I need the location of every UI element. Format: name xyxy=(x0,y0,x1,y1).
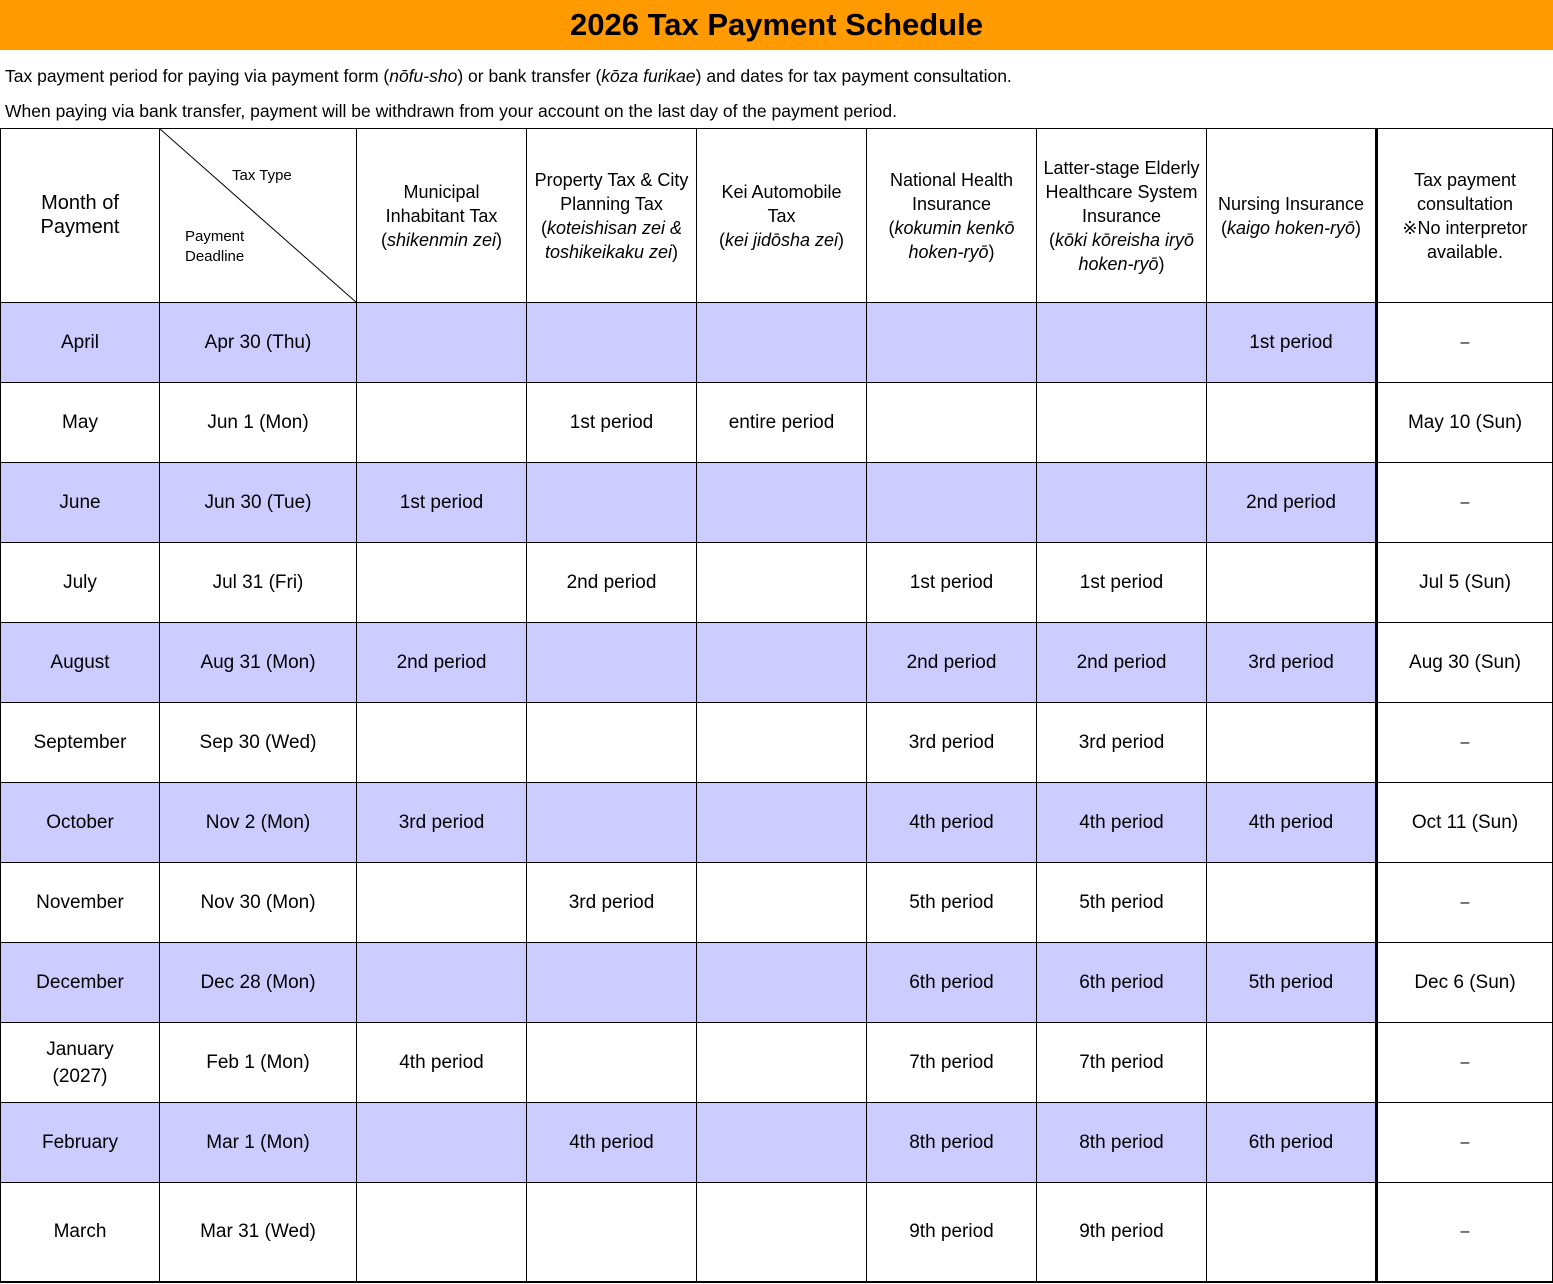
cell-property xyxy=(527,303,697,383)
cell-month: July xyxy=(1,543,160,623)
cell-municipal: 1st period xyxy=(357,463,527,543)
cell-month: November xyxy=(1,863,160,943)
cell-elderly: 2nd period xyxy=(1037,623,1207,703)
cell-nhi: 3rd period xyxy=(867,703,1037,783)
cell-elderly: 1st period xyxy=(1037,543,1207,623)
cell-nursing: 5th period xyxy=(1207,943,1377,1023)
cell-property xyxy=(527,703,697,783)
cell-kei xyxy=(697,863,867,943)
cell-consult: Dec 6 (Sun) xyxy=(1377,943,1553,1023)
cell-nursing xyxy=(1207,1023,1377,1103)
header-nhi: National Health Insurance (kokumin kenkō hoken-ryō) xyxy=(867,129,1037,303)
header-nursing: Nursing Insurance (kaigo hoken-ryō) xyxy=(1207,129,1377,303)
cell-nhi: 2nd period xyxy=(867,623,1037,703)
cell-nhi xyxy=(867,303,1037,383)
cell-kei xyxy=(697,623,867,703)
cell-consult: Aug 30 (Sun) xyxy=(1377,623,1553,703)
table-row xyxy=(1,383,1553,463)
cell-nursing xyxy=(1207,543,1377,623)
intro-line-1: Tax payment period for paying via payment form (nōfu-sho) or bank transfer (kōza furikae) and dates for tax payment consultation. xyxy=(5,66,1012,86)
cell-property: 1st period xyxy=(527,383,697,463)
cell-deadline: Aug 31 (Mon) xyxy=(160,623,357,703)
cell-consult: Jul 5 (Sun) xyxy=(1377,543,1553,623)
cell-nhi xyxy=(867,383,1037,463)
cell-nursing: 6th period xyxy=(1207,1103,1377,1183)
cell-nursing: 4th period xyxy=(1207,783,1377,863)
cell-kei xyxy=(697,1183,867,1282)
header-municipal: Municipal Inhabitant Tax (shikenmin zei) xyxy=(357,129,527,303)
cell-nursing xyxy=(1207,383,1377,463)
cell-deadline: Feb 1 (Mon) xyxy=(160,1023,357,1103)
cell-month: January (2027) xyxy=(1,1023,160,1103)
cell-property: 2nd period xyxy=(527,543,697,623)
cell-month: December xyxy=(1,943,160,1023)
cell-property xyxy=(527,623,697,703)
cell-kei xyxy=(697,703,867,783)
cell-municipal xyxy=(357,383,527,463)
cell-municipal: 2nd period xyxy=(357,623,527,703)
cell-nhi: 1st period xyxy=(867,543,1037,623)
cell-municipal xyxy=(357,863,527,943)
cell-deadline: Dec 28 (Mon) xyxy=(160,943,357,1023)
cell-consult: – xyxy=(1377,463,1553,543)
table-row xyxy=(1,1183,1553,1282)
cell-nursing xyxy=(1207,1183,1377,1282)
cell-consult: May 10 (Sun) xyxy=(1377,383,1553,463)
header-tax-type: Tax Type xyxy=(232,167,292,184)
cell-deadline: Sep 30 (Wed) xyxy=(160,703,357,783)
cell-kei xyxy=(697,943,867,1023)
header-property: Property Tax & City Planning Tax (koteishisan zei & toshikeikaku zei) xyxy=(527,129,697,303)
cell-month: March xyxy=(1,1183,160,1282)
cell-month: April xyxy=(1,303,160,383)
table-row xyxy=(1,623,1553,703)
cell-month: August xyxy=(1,623,160,703)
page-title: 2026 Tax Payment Schedule xyxy=(0,0,1553,50)
cell-deadline: Mar 1 (Mon) xyxy=(160,1103,357,1183)
cell-elderly: 3rd period xyxy=(1037,703,1207,783)
cell-elderly xyxy=(1037,303,1207,383)
cell-nursing: 3rd period xyxy=(1207,623,1377,703)
cell-municipal xyxy=(357,1183,527,1282)
cell-elderly: 6th period xyxy=(1037,943,1207,1023)
cell-elderly xyxy=(1037,463,1207,543)
cell-municipal xyxy=(357,943,527,1023)
cell-property xyxy=(527,783,697,863)
cell-deadline: Jun 30 (Tue) xyxy=(160,463,357,543)
cell-consult: – xyxy=(1377,303,1553,383)
cell-nhi: 4th period xyxy=(867,783,1037,863)
cell-municipal xyxy=(357,1103,527,1183)
tax-schedule-table xyxy=(0,128,1553,1283)
cell-property: 3rd period xyxy=(527,863,697,943)
header-payment-deadline: Payment Deadline xyxy=(185,228,245,265)
cell-month: June xyxy=(1,463,160,543)
cell-consult: – xyxy=(1377,1103,1553,1183)
table-row xyxy=(1,543,1553,623)
table-row xyxy=(1,783,1553,863)
table-row xyxy=(1,943,1553,1023)
cell-nursing xyxy=(1207,703,1377,783)
cell-deadline: Apr 30 (Thu) xyxy=(160,303,357,383)
cell-nhi: 7th period xyxy=(867,1023,1037,1103)
cell-nursing: 2nd period xyxy=(1207,463,1377,543)
cell-nhi xyxy=(867,463,1037,543)
intro-line-2: When paying via bank transfer, payment will be withdrawn from your account on the last day of the payment period. xyxy=(5,101,898,121)
cell-elderly: 9th period xyxy=(1037,1183,1207,1282)
cell-month: October xyxy=(1,783,160,863)
header-consultation: Tax payment consultation ※No interpretor available. xyxy=(1377,129,1553,303)
cell-nhi: 5th period xyxy=(867,863,1037,943)
cell-kei: entire period xyxy=(697,383,867,463)
cell-kei xyxy=(697,783,867,863)
cell-consult: Oct 11 (Sun) xyxy=(1377,783,1553,863)
cell-municipal xyxy=(357,303,527,383)
cell-kei xyxy=(697,543,867,623)
cell-deadline: Nov 30 (Mon) xyxy=(160,863,357,943)
table-row xyxy=(1,1023,1553,1103)
cell-municipal xyxy=(357,703,527,783)
cell-deadline: Nov 2 (Mon) xyxy=(160,783,357,863)
cell-elderly: 4th period xyxy=(1037,783,1207,863)
cell-deadline: Jun 1 (Mon) xyxy=(160,383,357,463)
diagonal-line xyxy=(160,129,357,303)
cell-month: February xyxy=(1,1103,160,1183)
header-elderly: Latter-stage Elderly Healthcare System Insurance (kōki kōreisha iryō hoken-ryō) xyxy=(1037,129,1207,303)
cell-elderly: 7th period xyxy=(1037,1023,1207,1103)
cell-municipal: 4th period xyxy=(357,1023,527,1103)
cell-property xyxy=(527,1183,697,1282)
cell-property: 4th period xyxy=(527,1103,697,1183)
cell-municipal xyxy=(357,543,527,623)
cell-nursing: 1st period xyxy=(1207,303,1377,383)
cell-kei xyxy=(697,303,867,383)
table-row xyxy=(1,703,1553,783)
table-row xyxy=(1,863,1553,943)
cell-deadline: Jul 31 (Fri) xyxy=(160,543,357,623)
cell-kei xyxy=(697,1023,867,1103)
header-row xyxy=(1,129,1553,303)
header-month: Month of Payment xyxy=(1,129,160,303)
cell-elderly: 8th period xyxy=(1037,1103,1207,1183)
table-row xyxy=(1,1103,1553,1183)
cell-deadline: Mar 31 (Wed) xyxy=(160,1183,357,1282)
table-row xyxy=(1,463,1553,543)
header-diagonal xyxy=(160,129,357,303)
cell-nhi: 6th period xyxy=(867,943,1037,1023)
cell-municipal: 3rd period xyxy=(357,783,527,863)
cell-property xyxy=(527,1023,697,1103)
cell-kei xyxy=(697,463,867,543)
cell-kei xyxy=(697,1103,867,1183)
cell-elderly xyxy=(1037,383,1207,463)
cell-consult: – xyxy=(1377,703,1553,783)
cell-consult: – xyxy=(1377,863,1553,943)
table-row xyxy=(1,303,1553,383)
cell-property xyxy=(527,943,697,1023)
cell-nhi: 9th period xyxy=(867,1183,1037,1282)
header-kei: Kei Automobile Tax (kei jidōsha zei) xyxy=(697,129,867,303)
cell-month: September xyxy=(1,703,160,783)
cell-nursing xyxy=(1207,863,1377,943)
cell-elderly: 5th period xyxy=(1037,863,1207,943)
cell-consult: – xyxy=(1377,1023,1553,1103)
cell-property xyxy=(527,463,697,543)
cell-nhi: 8th period xyxy=(867,1103,1037,1183)
cell-month: May xyxy=(1,383,160,463)
cell-consult: – xyxy=(1377,1183,1553,1282)
